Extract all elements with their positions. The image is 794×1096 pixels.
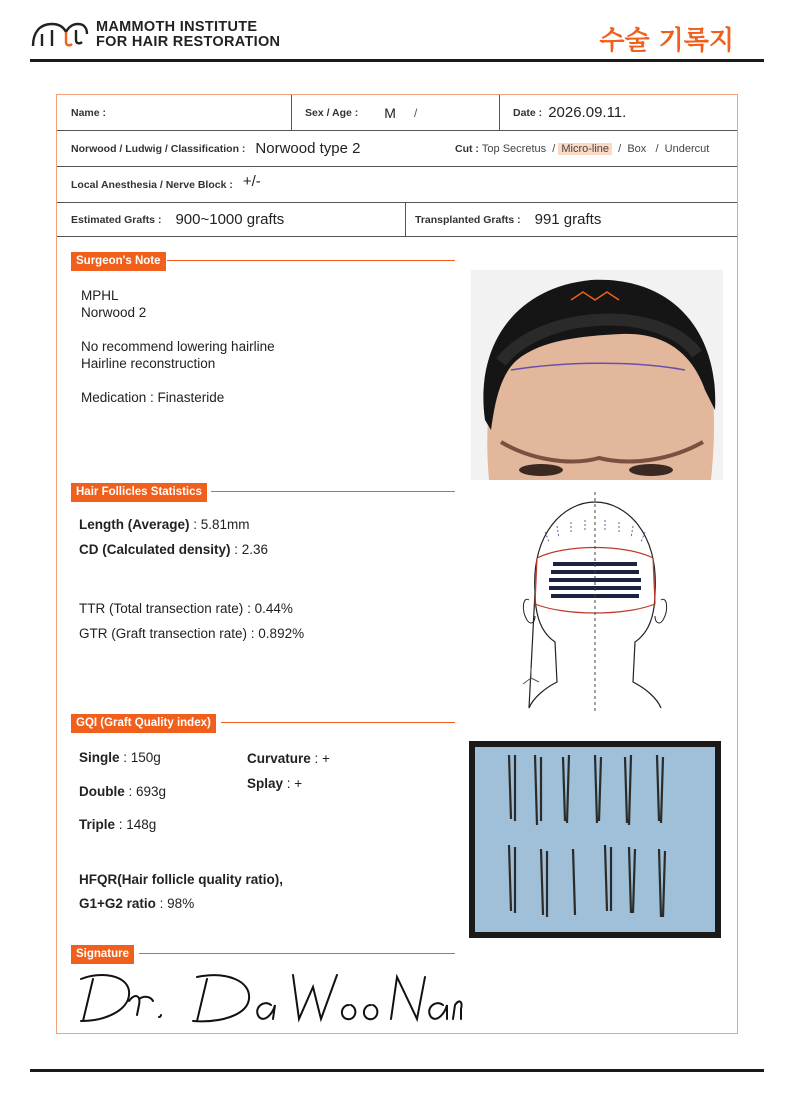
- gqi-hfqr: HFQR(Hair follicle quality ratio),: [79, 872, 284, 887]
- section-line: [139, 953, 455, 954]
- sex-age-label: Sex / Age :: [305, 106, 359, 119]
- graft-samples-photo: [469, 741, 721, 938]
- cut-option-top-secretus[interactable]: Top Secretus: [481, 142, 547, 155]
- axis-icon: [523, 668, 539, 684]
- note-line: Hairline reconstruction: [81, 356, 216, 371]
- logo-text: [96, 20, 280, 50]
- gqi-label: Triple: [79, 817, 116, 832]
- row-anesthesia: [57, 167, 737, 203]
- gqi-value: : 693g: [124, 784, 167, 799]
- surgeons-note-body: [81, 287, 275, 406]
- anesthesia-value: +/-: [242, 173, 261, 190]
- name-label: Name :: [71, 106, 107, 119]
- gqi-triple: [79, 817, 156, 832]
- date-field[interactable]: [513, 95, 733, 130]
- estimated-grafts-value: 900~1000 grafts: [175, 211, 285, 228]
- stat-value: : 5.81mm: [189, 517, 250, 532]
- stat-label: GTR (Graft transection rate): [79, 626, 248, 641]
- cut-option-box[interactable]: Box: [627, 142, 647, 155]
- logo-line-1: MAMMOTH INSTITUTE: [96, 19, 258, 35]
- stat-label: TTR (Total transection rate): [79, 601, 244, 616]
- gqi-label: Curvature: [247, 751, 311, 766]
- row-classification-cut: [57, 131, 737, 167]
- gqi-label: Single: [79, 750, 120, 765]
- note-spacer: [81, 321, 275, 338]
- divider: [291, 95, 292, 130]
- estimated-grafts-field[interactable]: [71, 203, 401, 236]
- stat-label: Length (Average): [79, 517, 190, 532]
- name-field[interactable]: [71, 95, 291, 130]
- divider: [499, 95, 500, 130]
- note-line: No recommend lowering hairline: [81, 339, 275, 354]
- divider: [405, 203, 406, 236]
- cut-option-undercut[interactable]: Undercut: [664, 142, 710, 155]
- surgeons-note-heading: Surgeon's Note: [71, 252, 166, 271]
- row-grafts: [57, 203, 737, 237]
- stat-label: CD (Calculated density): [79, 542, 231, 557]
- gqi-value: : 148g: [115, 817, 157, 832]
- sex-value: M: [384, 104, 396, 121]
- stat-gtr: [79, 626, 304, 641]
- bottom-divider: [30, 1069, 764, 1072]
- follicle-stats-heading: Hair Follicles Statistics: [71, 483, 207, 502]
- gqi-value: : 150g: [119, 750, 161, 765]
- section-line: [221, 722, 455, 723]
- gqi-value: : 98%: [155, 896, 195, 911]
- stat-cd: [79, 542, 268, 557]
- form-frame: [56, 94, 738, 1034]
- gqi-label: Double: [79, 784, 125, 799]
- doctor-signature: [67, 965, 467, 1031]
- patient-hairline-photo: [471, 270, 723, 480]
- signature-heading: Signature: [71, 945, 134, 964]
- cut-field[interactable]: [455, 131, 737, 166]
- classification-field[interactable]: [71, 131, 451, 166]
- date-value: 2026.09.11.: [548, 104, 627, 121]
- gqi-label: Splay: [247, 776, 284, 791]
- gqi-splay: [247, 776, 302, 791]
- gqi-curvature: [247, 751, 330, 766]
- note-spacer: [81, 372, 275, 389]
- stat-length: [79, 517, 250, 532]
- classification-label: Norwood / Ludwig / Classification :: [71, 142, 246, 155]
- note-line: MPHL: [81, 288, 119, 303]
- section-line: [211, 491, 455, 492]
- note-line: Medication : Finasteride: [81, 390, 225, 405]
- cut-option-micro-line[interactable]: Micro-line: [558, 143, 612, 155]
- stat-ttr: [79, 601, 293, 616]
- gqi-single: [79, 750, 161, 765]
- anesthesia-label: Local Anesthesia / Nerve Block :: [71, 178, 233, 191]
- transplanted-grafts-value: 991 grafts: [534, 211, 602, 228]
- transplanted-grafts-label: Transplanted Grafts :: [415, 213, 521, 226]
- cut-options: Top Secretus / Micro-line / Box / Undercut: [481, 142, 710, 155]
- gqi-heading: GQI (Graft Quality index): [71, 714, 216, 733]
- note-line: Norwood 2: [81, 305, 147, 320]
- stat-value: : 0.892%: [247, 626, 305, 641]
- donor-area-diagram: [515, 492, 675, 712]
- gqi-double: [79, 784, 166, 799]
- mammoth-logo-icon: [30, 18, 90, 50]
- age-separator: /: [413, 105, 418, 120]
- gqi-value: : +: [310, 751, 330, 766]
- stat-value: : 2.36: [230, 542, 269, 557]
- sex-age-field[interactable]: [305, 95, 495, 130]
- section-line: [167, 260, 455, 261]
- logo-line-2: FOR HAIR RESTORATION: [96, 34, 281, 50]
- date-label: Date :: [513, 106, 543, 119]
- document-title: 수술 기록지: [599, 26, 734, 56]
- cut-label: Cut :: [455, 142, 479, 155]
- top-divider: [30, 59, 764, 62]
- classification-value: Norwood type 2: [255, 140, 361, 157]
- transplanted-grafts-field[interactable]: [415, 203, 735, 236]
- estimated-grafts-label: Estimated Grafts :: [71, 213, 162, 226]
- stat-value: : 0.44%: [243, 601, 293, 616]
- gqi-label: G1+G2 ratio: [79, 896, 156, 911]
- gqi-g1g2: [79, 896, 194, 911]
- page-header: [30, 16, 764, 62]
- row-name-sex-date: [57, 95, 737, 131]
- gqi-value: : +: [283, 776, 303, 791]
- anesthesia-field[interactable]: [71, 167, 471, 202]
